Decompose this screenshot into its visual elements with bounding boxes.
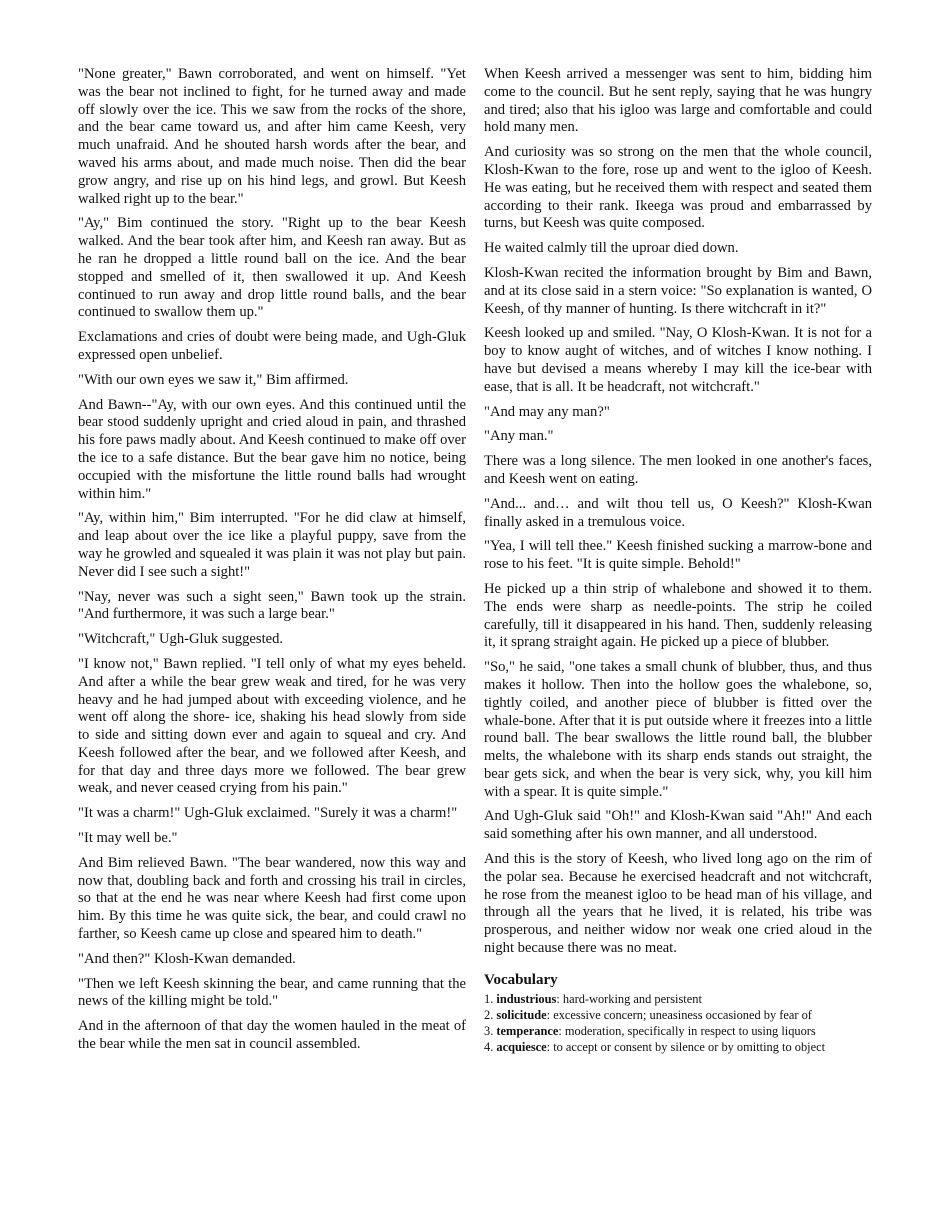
vocabulary-term: acquiesce [496,1039,547,1054]
paragraph: When Keesh arrived a messenger was sent to him, bidding him come to the council. But he sent reply, saying that he was hungry and tired; also that his igloo was large and comfortable and could hold many men. [484,66,872,136]
paragraph: "Ay," Bim continued the story. "Right up to the bear Keesh walked. And the bear took after him, and Keesh ran away. But as he ran he dropped a little round ball on the ice. And the bear stopped and smelled of it, then swallowed it up. And Keesh continued to run away and drop little round balls, and the bear continued to swallow them up." [78,215,466,321]
right-column [484,66,872,1055]
vocabulary-number: 1. [484,991,494,1006]
paragraph: "Ay, within him," Bim interrupted. "For he did claw at himself, and leap about over the ice like a playful puppy, save from the way he growled and squealed it was plain it was not play but pain. Never did I see such a sight!" [78,510,466,580]
paragraph: Keesh looked up and smiled. "Nay, O Klosh-Kwan. It is not for a boy to know aught of witches, and of witches I know nothing. I have but devised a means whereby I may kill the ice-bear with ease, that is all. It be headcraft, not witchcraft." [484,325,872,395]
paragraph: "And... and… and wilt thou tell us, O Keesh?" Klosh-Kwan finally asked in a tremulous voice. [484,495,872,530]
paragraph: "Witchcraft," Ugh-Gluk suggested. [78,631,284,648]
paragraph: Klosh-Kwan recited the information brought by Bim and Bawn, and at its close said in a stern voice: "So explanation is wanted, O Keesh, of thy manner of hunting. Is there witchcraft in it?" [484,264,872,317]
paragraph: And Bim relieved Bawn. "The bear wandered, now this way and now that, doubling back and forth and crossing his trail in circles, so that at the end he was near where Keesh had first come upon him. By this time he was quite sick, the bear, and could crawl no farther, so Keesh came up close and speared him to death." [78,854,466,943]
paragraph: "None greater," Bawn corroborated, and went on himself. "Yet was the bear not inclined to fight, for he turned away and made off slowly over the ice. This we saw from the rocks of the shore, and the bear came toward us, and after him came Keesh, very much unafraid. And he shouted harsh words after the bear, and waved his arms about, and made much noise. Then did the bear grow angry, and rise up on his hind legs, and growl. But Keesh walked right up to the bear." [78,66,466,207]
vocabulary-item [484,991,872,1007]
vocabulary-number: 2. [484,1007,494,1022]
vocabulary-item [484,1039,872,1055]
vocabulary-definition: : moderation, specifically in respect to using liquors [558,1023,816,1038]
paragraph: "It was a charm!" Ugh-Gluk exclaimed. "Surely it was a charm!" [78,805,458,822]
vocabulary-definition: : hard-working and persistent [556,991,702,1006]
paragraph: "And then?" Klosh-Kwan demanded. [78,950,296,967]
paragraph: Exclamations and cries of doubt were being made, and Ugh-Gluk expressed open unbelief. [78,329,466,363]
paragraph: "It may well be." [78,830,178,847]
vocabulary-item [484,1023,872,1039]
paragraph: "Any man." [484,428,554,445]
vocabulary-heading: Vocabulary [484,971,558,988]
vocabulary-term: industrious [496,991,557,1006]
paragraph: "Yea, I will tell thee." Keesh finished sucking a marrow-bone and rose to his feet. "It is quite simple. Behold!" [484,538,872,573]
paragraph: He picked up a thin strip of whalebone and showed it to them. The ends were sharp as needle-points. The strip he coiled carefully, till it disappeared in his hand. Then, suddenly releasing it, it sprang straight again. He picked up a piece of blubber. [484,580,872,651]
vocabulary-definition: : excessive concern; uneasiness occasioned by fear of [546,1007,812,1022]
paragraph: "Nay, never was such a sight seen," Bawn took up the strain. "And furthermore, it was such a large bear." [78,588,466,623]
paragraph: "And may any man?" [484,403,610,420]
paragraph: And curiosity was so strong on the men that the whole council, Klosh-Kwan to the fore, rose up and went to the igloo of Keesh. He was eating, but he received them with respect and seated them according to their rank. Ikeega was proud and embarrassed by turns, but Keesh was quite composed. [484,144,872,232]
paragraph: "With our own eyes we saw it," Bim affirmed. [78,371,349,388]
paragraph: "So," he said, "one takes a small chunk of blubber, thus, and thus makes it hollow. Then into the hollow goes the whalebone, so, tightly coiled, and another piece of blubber is fitted over the whale-bone. After that it is put outside where it freezes into a little round ball. The bear swallows the little round ball, the blubber melts, the whalebone with its sharp ends stands out straight, the bear gets sick, and when the bear is very sick, why, you kill him with a spear. It is quite simple." [484,659,872,800]
paragraph: And this is the story of Keesh, who lived long ago on the rim of the polar sea. Because he exercised headcraft and not witchcraft, he rose from the meanest igloo to be head man of his village, and through all the years that he lived, it is related, his tribe was prosperous, and neither widow nor weak one cried aloud in the night because there was no meat. [484,851,872,957]
paragraph: He waited calmly till the uproar died down. [484,240,739,257]
vocabulary-number: 4. [484,1039,494,1054]
vocabulary-term: solicitude [496,1007,547,1022]
paragraph: And Bawn--"Ay, with our own eyes. And this continued until the bear stood suddenly upright and cried aloud in pain, and thrashed his fore paws madly about. And Keesh continued to make off over the ice to a safe distance. But the bear gave him no notice, being occupied with the misfortune the little round balls had wrought within him." [78,396,466,502]
left-column [78,66,466,1061]
paragraph: "I know not," Bawn replied. "I tell only of what my eyes beheld. And after a while the bear grew weak and tired, for he was very heavy and he had jumped about with exceeding violence, and he went off along the shore- ice, shaking his head slowly from side to side and sitting down ever and again to squeal and cry. And Keesh followed after the bear, and we followed after Keesh, and for that day and three days more we followed. The bear grew weak, and never ceased crying from his pain." [78,655,466,797]
vocabulary-number: 3. [484,1023,494,1038]
vocabulary-term: temperance [496,1023,559,1038]
paragraph: There was a long silence. The men looked in one another's faces, and Keesh went on eating. [484,453,872,487]
paragraph: And in the afternoon of that day the women hauled in the meat of the bear while the men sat in council assembled. [78,1018,466,1053]
vocabulary-section [484,971,872,1055]
vocabulary-definition: : to accept or consent by silence or by omitting to object [546,1039,826,1054]
paragraph: And Ugh-Gluk said "Oh!" and Klosh-Kwan said "Ah!" And each said something after his own manner, and all understood. [484,808,872,843]
paragraph: "Then we left Keesh skinning the bear, and came running that the news of the killing might be told." [78,975,466,1010]
vocabulary-item [484,1007,872,1023]
